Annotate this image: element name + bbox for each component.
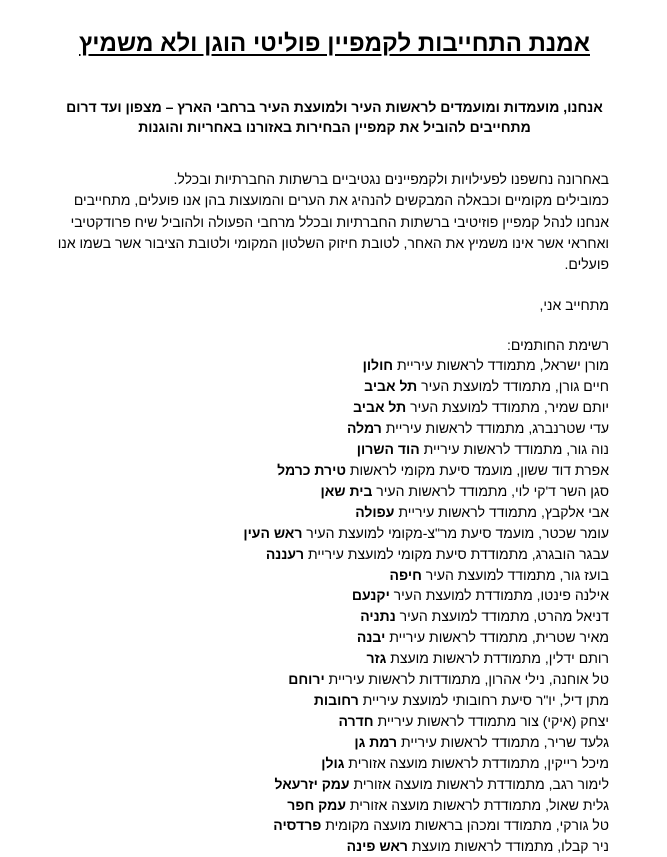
- subtitle-line: אנחנו, מועמדות ומועמדים לראשות העיר ולמועצת העיר ברחבי הארץ – מצפון ועד דרום: [66, 99, 603, 115]
- signatory-place: עמק יזרעאל: [274, 775, 350, 792]
- signatory-text: נוה גור, מתמודד לראשות עיריית: [419, 441, 609, 458]
- signatory-place: יקנעם: [351, 587, 390, 604]
- body-line: באחרונה נחשפנו לפעילויות ולקמפיינים נגטיביים ברשתות החברתיות ובכלל.: [173, 171, 609, 187]
- signatory-place: פרדסיה: [273, 817, 322, 834]
- signatory-row: [60, 836, 609, 857]
- signatory-place: תל אביב: [364, 378, 418, 395]
- signatory-place: גולן: [321, 754, 345, 771]
- signatory-place: הוד השרון: [356, 441, 420, 458]
- signatory-text: מתן דיל, יו"ר סיעת רחובותי למועצת עיריית: [358, 691, 609, 708]
- signatory-place: ראש העין: [243, 524, 303, 541]
- signatory-row: [60, 690, 609, 711]
- signatory-text: גלעד שריר, מתמודד לראשות עיריית: [397, 733, 609, 750]
- signatory-text: חיים גורן, מתמודד למועצת העיר: [417, 378, 609, 395]
- signatory-row: [60, 565, 609, 586]
- signatory-text: דניאל מהרט, מתמודד למועצת העיר: [395, 608, 609, 625]
- signatory-place: יבנה: [356, 629, 386, 646]
- signatories-list: [60, 355, 609, 857]
- signatory-text: עבגר הובגרג, מתמודדת סיעת מקומי למועצת עיריית: [304, 545, 609, 562]
- signatory-place: רעננה: [265, 545, 305, 562]
- signatory-text: מורן ישראל, מתמודד לראשות עיריית: [393, 357, 609, 374]
- signatory-row: [60, 711, 609, 732]
- signatory-row: [60, 502, 609, 523]
- signatory-text: ניר קבלו, מתמודד לראשות מועצת: [407, 838, 609, 855]
- signatory-row: [60, 627, 609, 648]
- document-title: אמנת התחייבות לקמפיין פוליטי הוגן ולא משמיץ: [79, 30, 590, 57]
- signatory-row: [60, 795, 609, 816]
- signatory-text: מיכל רייקין, מתמודדת לראשות מועצה אזורית: [344, 754, 609, 771]
- signatory-place: טירת כרמל: [277, 462, 346, 479]
- signatory-text: בועז גור, מתמודד למועצת העיר: [421, 566, 609, 583]
- signatory-text: טל גורקי, מתמודד ומכהן בראשות מועצה מקומית: [321, 817, 609, 834]
- pledge-line: מתחייב אני,: [539, 297, 609, 314]
- signatory-text: לימור רגב, מתמודדת לראשות מועצה אזורית: [349, 775, 609, 792]
- signatory-text: מאיר שטרית, מתמודד לראשות עיריית: [385, 629, 609, 646]
- subtitle-line: מתחייבים להוביל את קמפיין הבחירות באזורנו באחריות והוגנות: [138, 119, 531, 135]
- signatory-row: [60, 815, 609, 836]
- signatories-heading: רשימת החותמים:: [507, 337, 609, 354]
- signatory-row: [60, 376, 609, 397]
- signatory-row: [60, 606, 609, 627]
- signatory-place: עפולה: [355, 503, 395, 520]
- body-paragraph: [57, 169, 609, 275]
- document-subtitle: [60, 97, 609, 137]
- signatory-text: עומר שכטר, מועמד סיעת מר"צ-מקומי למועצת העיר: [302, 524, 609, 541]
- signatory-place: חיפה: [389, 566, 422, 583]
- signatory-text: גלית שאול, מתמודדת לראשות מועצה אזורית: [346, 796, 609, 813]
- signatory-place: בית שאן: [320, 482, 373, 499]
- body-line: ואחראי אשר אינו משמיץ את האחר, לטובת חיזוק השלטון המקומי ולטובת הציבור אשר בשמו אנו: [57, 234, 609, 251]
- signatory-row: [60, 585, 609, 606]
- body-line: אנחנו לנהל קמפיין פוזיטיבי ברשתות החברתיות ובכלל מרחבי הפעולה ולהוביל שיח פרודקטיבי: [70, 213, 609, 230]
- signatory-row: [60, 460, 609, 481]
- signatory-place: רמת גן: [354, 733, 398, 750]
- signatory-text: אפרת דוד ששון, מועמד סיעת מקומי לראשות: [345, 462, 609, 479]
- signatory-row: [60, 523, 609, 544]
- signatory-text: סגן השר ד'קי לוי, מתמודד לראשות העיר: [372, 482, 609, 499]
- signatory-row: [60, 355, 609, 376]
- signatory-row: [60, 481, 609, 502]
- signatory-text: טל אוחנה, נילי אהרון, מתמודדות לראשות עיריית: [324, 671, 609, 688]
- signatory-place: חדרה: [338, 712, 374, 729]
- signatory-row: [60, 753, 609, 774]
- signatory-row: [60, 648, 609, 669]
- signatory-place: ראש פינה: [346, 838, 408, 855]
- signatory-row: [60, 544, 609, 565]
- signatory-text: עדי שטרנברג, מתמודד לראשות עיריית: [381, 420, 609, 437]
- signatory-place: ירוחם: [288, 671, 325, 688]
- signatory-row: [60, 397, 609, 418]
- body-line: כמובילים מקומיים וכבאלה המבקשים להנהיג את הערים והמועצות בהן אנו פועלים, מתחייבים: [73, 192, 609, 209]
- signatory-place: חולון: [362, 357, 394, 374]
- signatory-text: רותם ידלין, מתמודדת לראשות מועצת: [386, 650, 609, 667]
- signatory-text: אילנה פינטו, מתמודדת למועצת העיר: [389, 587, 609, 604]
- signatory-place: רמלה: [346, 420, 382, 437]
- signatory-place: רחובות: [313, 691, 359, 708]
- signatory-text: יצחק (איקי) צור מתמודד לראשות עיריית: [373, 712, 609, 729]
- signatory-place: נתניה: [360, 608, 396, 625]
- signatory-row: [60, 418, 609, 439]
- signatory-place: גזר: [366, 650, 387, 667]
- signatory-row: [60, 774, 609, 795]
- signatory-row: [60, 439, 609, 460]
- signatory-place: עמק חפר: [287, 796, 346, 813]
- body-line: פועלים.: [564, 256, 609, 273]
- signatory-text: יותם שמיר, מתמודד למועצת העיר: [406, 399, 609, 416]
- signatory-place: תל אביב: [353, 399, 407, 416]
- signatory-text: אבי אלקבץ, מתמודד לראשות עיריית: [394, 503, 609, 520]
- signatory-row: [60, 669, 609, 690]
- signatory-row: [60, 732, 609, 753]
